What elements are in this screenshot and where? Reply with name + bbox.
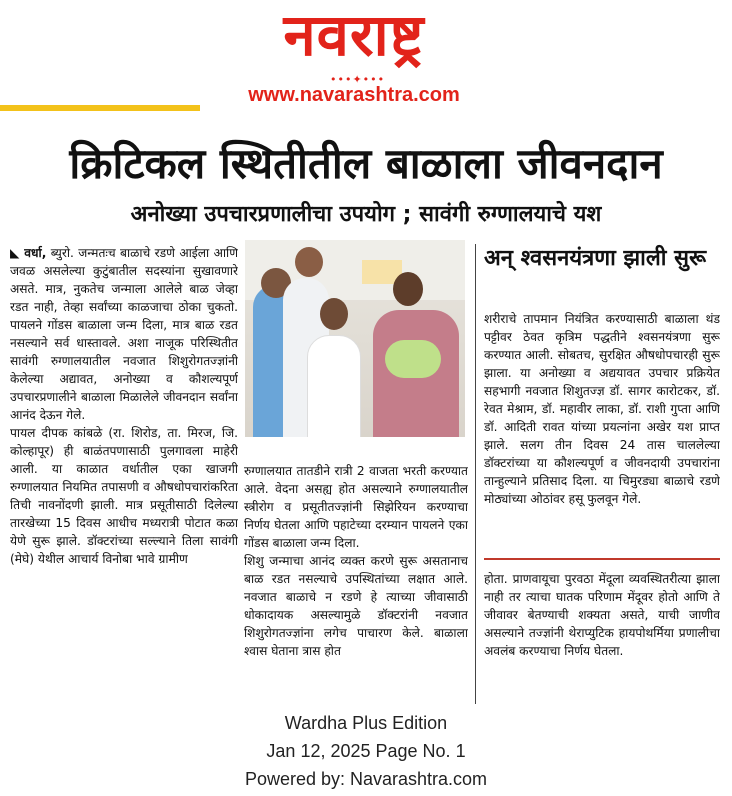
dateline: वर्धा, (24, 246, 47, 260)
edition-label: Wardha Plus Edition (284, 713, 448, 733)
paragraph: पायल दीपक कांबळे (रा. शिरोड, ता. मिरज, जि. कोल्हापूर) ही बाळंतपणासाठी पुलगावला माहेरी आली. या काळात वर्धातील एका खाजगी रुग्णालयात नियमित तपासणी व औषधोपचारांकरिता तिची नावनोंदणी झाली. मात्र प्रसूतीसाठी दिलेल्या तारखेच्या 15 दिवस आधीच मध्यरात्री पोटात कळा येणे सुरू झाले. डॉक्टरांच्या सल्ल्याने तिला सावंगी (मेघे) येथील आचार्य विनोबा भावे ग्रामीण (10, 426, 238, 566)
date-page-label: Jan 12, 2025 Page No. 1 (266, 741, 466, 761)
masthead (0, 0, 732, 112)
column-divider (475, 244, 476, 704)
article-column-1 (10, 244, 238, 706)
box-heading: अन् श्वसनयंत्रणा झाली सुरू (484, 246, 707, 271)
paragraph: शिशु जन्माचा आनंद व्यक्त करणे सुरू असतानाच बाळ रडत नसल्याचे उपस्थितांच्या लक्षात आले. नवजात बाळाचे न रडणे हे त्याच्या जीवासाठी धोकादायक असल्यामुळे डॉक्टरांनी नवजात शिशुरोगतज्ज्ञांना लगेच पाचारण केले. बाळाला श्वास घेताना त्रास होत (244, 554, 468, 658)
paragraph: होता. प्राणवायूचा पुरवठा मेंदूला व्यवस्थितरीत्या झाला नाही तर त्याचा घातक परिणाम मेंदूवर होतो आणि ते जीवावर बेतण्याची शक्यता असते, याची जाणीव असल्याने तज्ज्ञांनी थेराप्युटिक हायपोथर्मिया प्रणालीचा अवलंब करण्याचा निर्णय घेतला. (484, 572, 720, 658)
article-column-4 (484, 570, 720, 710)
logo-ornament: •••✦••• (330, 73, 386, 86)
article-subhead: अनोख्या उपचारप्रणालीचा उपयोग ; सावंगी रुग्णालयाचे यश (130, 202, 602, 227)
article-photo (245, 240, 465, 437)
dateline-icon: ◣ (10, 246, 25, 260)
website-url[interactable]: www.navarashtra.com (248, 84, 460, 106)
article-column-3 (484, 310, 720, 560)
paragraph: शरीराचे तापमान नियंत्रित करण्यासाठी बाळाला थंड पट्टीवर ठेवत कृत्रिम पद्धतीने श्वसनयंत्रणा सुरू करण्यात आली. सोबतच, सुरक्षित औषधोपचारही सुरू झाला. या अनोख्या व अद्ययावत उपचार प्रक्रियेत सहभागी नवजात शिशुतज्ज्ञ डॉ. सागर कारोटकर, डॉ. रेवत मेश्राम, डॉ. महावीर लाका, डॉ. राशी गुप्ता आणि डॉ. आदिती रावत यांच्या प्रयत्नांना अखेर यश प्राप्त झाले. सलग तीन दिवस 24 तास चाललेल्या डॉक्टरांच्या या कौशल्यपूर्ण व जीवनदायी उपचारांना तान्हुल्याने प्रतिसाद दिला. या चिमुरड्या बाळाचे रडणे मोठ्यांच्या ओठांवर हसू फुलवून गेले. (484, 312, 720, 506)
section-divider (484, 558, 720, 560)
article-column-2 (244, 462, 468, 706)
paragraph: रुग्णालयात तातडीने रात्री 2 वाजता भरती करण्यात आले. वेदना असह्य होत असल्याने रुग्णालयातील स्त्रीरोग व प्रसूतीतज्ज्ञांनी सिझेरियन करण्याचा निर्णय घेतला आणि पहाटेच्या दरम्यान पायलने एका गोंडस बाळाला जन्म दिला. (244, 464, 468, 550)
accent-bar (0, 105, 200, 111)
paragraph: ब्युरो. जन्मतःच बाळाचे रडणे आईला आणि जवळ असलेल्या कुटुंबातील सदस्यांना सुखावणारे असते. मात्र, नुकतेच जन्माला आलेले बाळ जेव्हा रडत नाही, तेव्हा सर्वांच्या काळजाचा ठोका चुकतो. पायलने गोंडस बाळाला जन्म दिला, मात्र बाळ रडत नसल्याने सर्व धास्तावले. अशा नाजूक परिस्थितीत सावंगी रुग्णालयातील नवजात शिशुरोगतज्ज्ञांनी केलेल्या अद्यावत, अनोख्या व कौशल्यपूर्ण उपचारप्रणालीने बाळाला मिळालेले जीवनदान सर्वांना आनंद देऊन गेले. (10, 246, 238, 422)
newspaper-logo: नवराष्ट्र (283, 1, 425, 69)
powered-by-label: Powered by: Navarashtra.com (244, 769, 488, 789)
article-headline: क्रिटिकल स्थितीतील बाळाला जीवनदान (69, 139, 663, 188)
